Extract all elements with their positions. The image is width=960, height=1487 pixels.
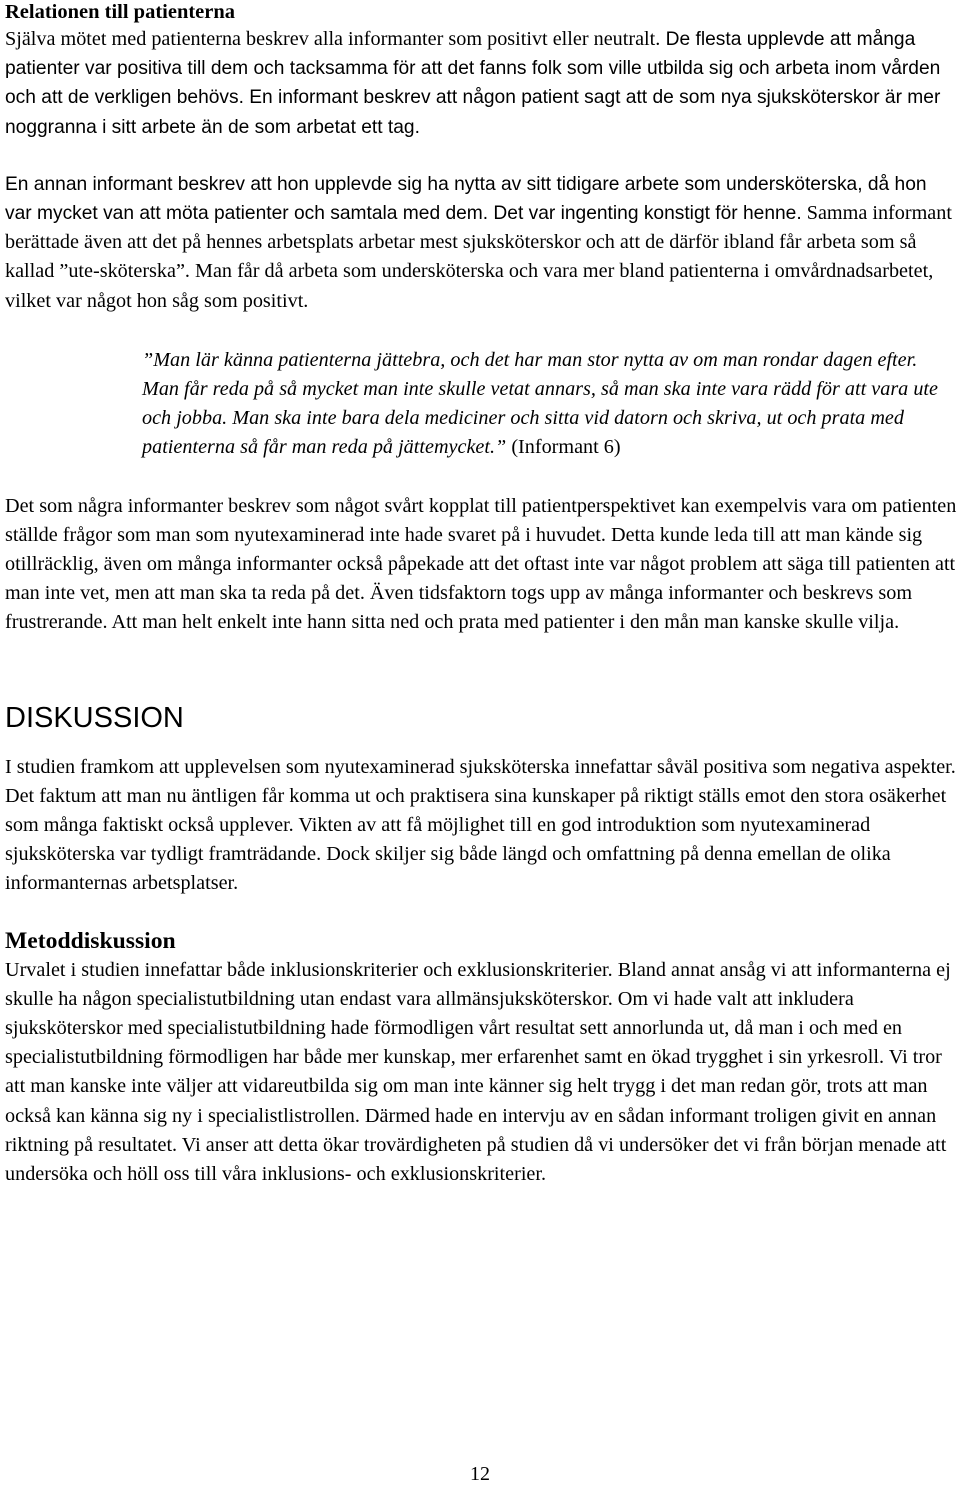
page-number: 12 bbox=[470, 1463, 490, 1485]
paragraph-relationer-3: Det som några informanter beskrev som något svårt kopplat till patientperspektivet kan exempelvis vara om patienten ställde frågor som man som nyutexaminerad inte hade svaret på i huvudet. Detta kunde leda till att man kände sig otillräcklig, även om många informanter också påpekade att det oftast inte var något problem att säga till patienten att man inte vet, men att man ska ta reda på det. Även tidsfaktorn togs upp av många informanter och beskrevs som frustrerande. Att man helt enkelt inte hann sitta ned och prata med patienter i den mån man kanske skulle vilja. bbox=[5, 494, 957, 634]
paragraph-relationer-2 bbox=[5, 170, 957, 316]
paragraph-diskussion-1: I studien framkom att upplevelsen som nyutexaminerad sjuksköterska innefattar såväl positiva som negativa aspekter. Det faktum att man nu äntligen får komma ut och praktisera sina kunskaper på riktigt ställs emot den stora osäkerhet som många faktiskt också upplever. Vikten av att få möjlighet till en god introduktion som nyutexaminerad sjuksköterska var tydligt framträdande. Dock skiljer sig både längd och omfattning på denna emellan de olika informanternas arbetsplatser. bbox=[5, 755, 956, 895]
paragraph-text-sans: En annan informant beskrev att hon upplevde sig ha nytta av sitt tidigare arbete som undersköterska, då hon var mycket van att möta patienter och samtala med dem. Det var ingenting konstigt för henne. bbox=[5, 173, 927, 225]
quote-source: (Informant 6) bbox=[506, 436, 621, 459]
paragraph-text: Själva mötet med patienterna beskrev alla informanter som positivt eller neutralt. bbox=[5, 28, 661, 50]
block-quote bbox=[142, 346, 942, 463]
document-page bbox=[5, 0, 957, 1189]
paragraph-metoddiskussion-1: Urvalet i studien innefattar både inklusionskriterier och exklusionskriterier. Bland annat ansåg vi att informanterna ej skulle ha någon specialistutbildning utan endast vara allmänsjuksköterskor. Om vi hade valt att inkludera sjuksköterskor med specialistutbildning hade förmodligen vårt resultat sett annorlunda ut, då man i och med en specialistutbildning förmodligen har både mer kunskap, mer erfarenhet samt en ökad trygghet i sin yrkesroll. Vi tror att man kanske inte väljer att vidareutbilda sig om man inte känner sig helt trygg i det man redan gör, trots att man också kan känna sig ny i specialistlistrollen. Därmed hade en intervju av en sådan informant troligen givit en annan riktning på resultatet. Vi anser att detta ökar trovärdigheten på studien då vi undersöker det vi från början menade att undersöka och höll oss till våra inklusions- och exklusionskriterier. bbox=[5, 958, 951, 1186]
paragraph-text-sans: De flesta upplevde att många patienter var positiva till dem och tacksamma för att det fanns folk som ville utbilda sig och arbeta inom vården och att de verkligen behövs. En informant beskrev att någon patient sagt att de som nya sjuksköterskor är mer noggranna i sitt arbete än de som arbetat ett tag. bbox=[5, 29, 941, 138]
section-heading-diskussion: DISKUSSION bbox=[5, 701, 184, 734]
paragraph-text: Samma informant berättade även att det på hennes arbetsplats arbetar mest sjuksköterskor och att de därför ibland får arbeta som så kallad ”ute-sköterska”. Man får då arbeta som undersköterska och vara mer bland patienterna i omvårdnadsarbetet, vilket var något hon såg som positivt. bbox=[5, 202, 952, 312]
quote-text: ”Man lär känna patienterna jättebra, och det har man stor nytta av om man rondar dagen efter. Man får reda på så mycket man inte skulle vetat annars, så man ska inte vara rädd för att vara ute och jobba. Man ska inte bara dela mediciner och sitta vid datorn och skriva, ut och prata med patienterna så får man reda på jättemycket.” bbox=[142, 348, 938, 459]
paragraph-relationer-1 bbox=[5, 25, 957, 142]
section-heading-metoddiskussion: Metoddiskussion bbox=[5, 927, 176, 954]
section-heading-relationer: Relationen till patienterna bbox=[5, 1, 236, 23]
